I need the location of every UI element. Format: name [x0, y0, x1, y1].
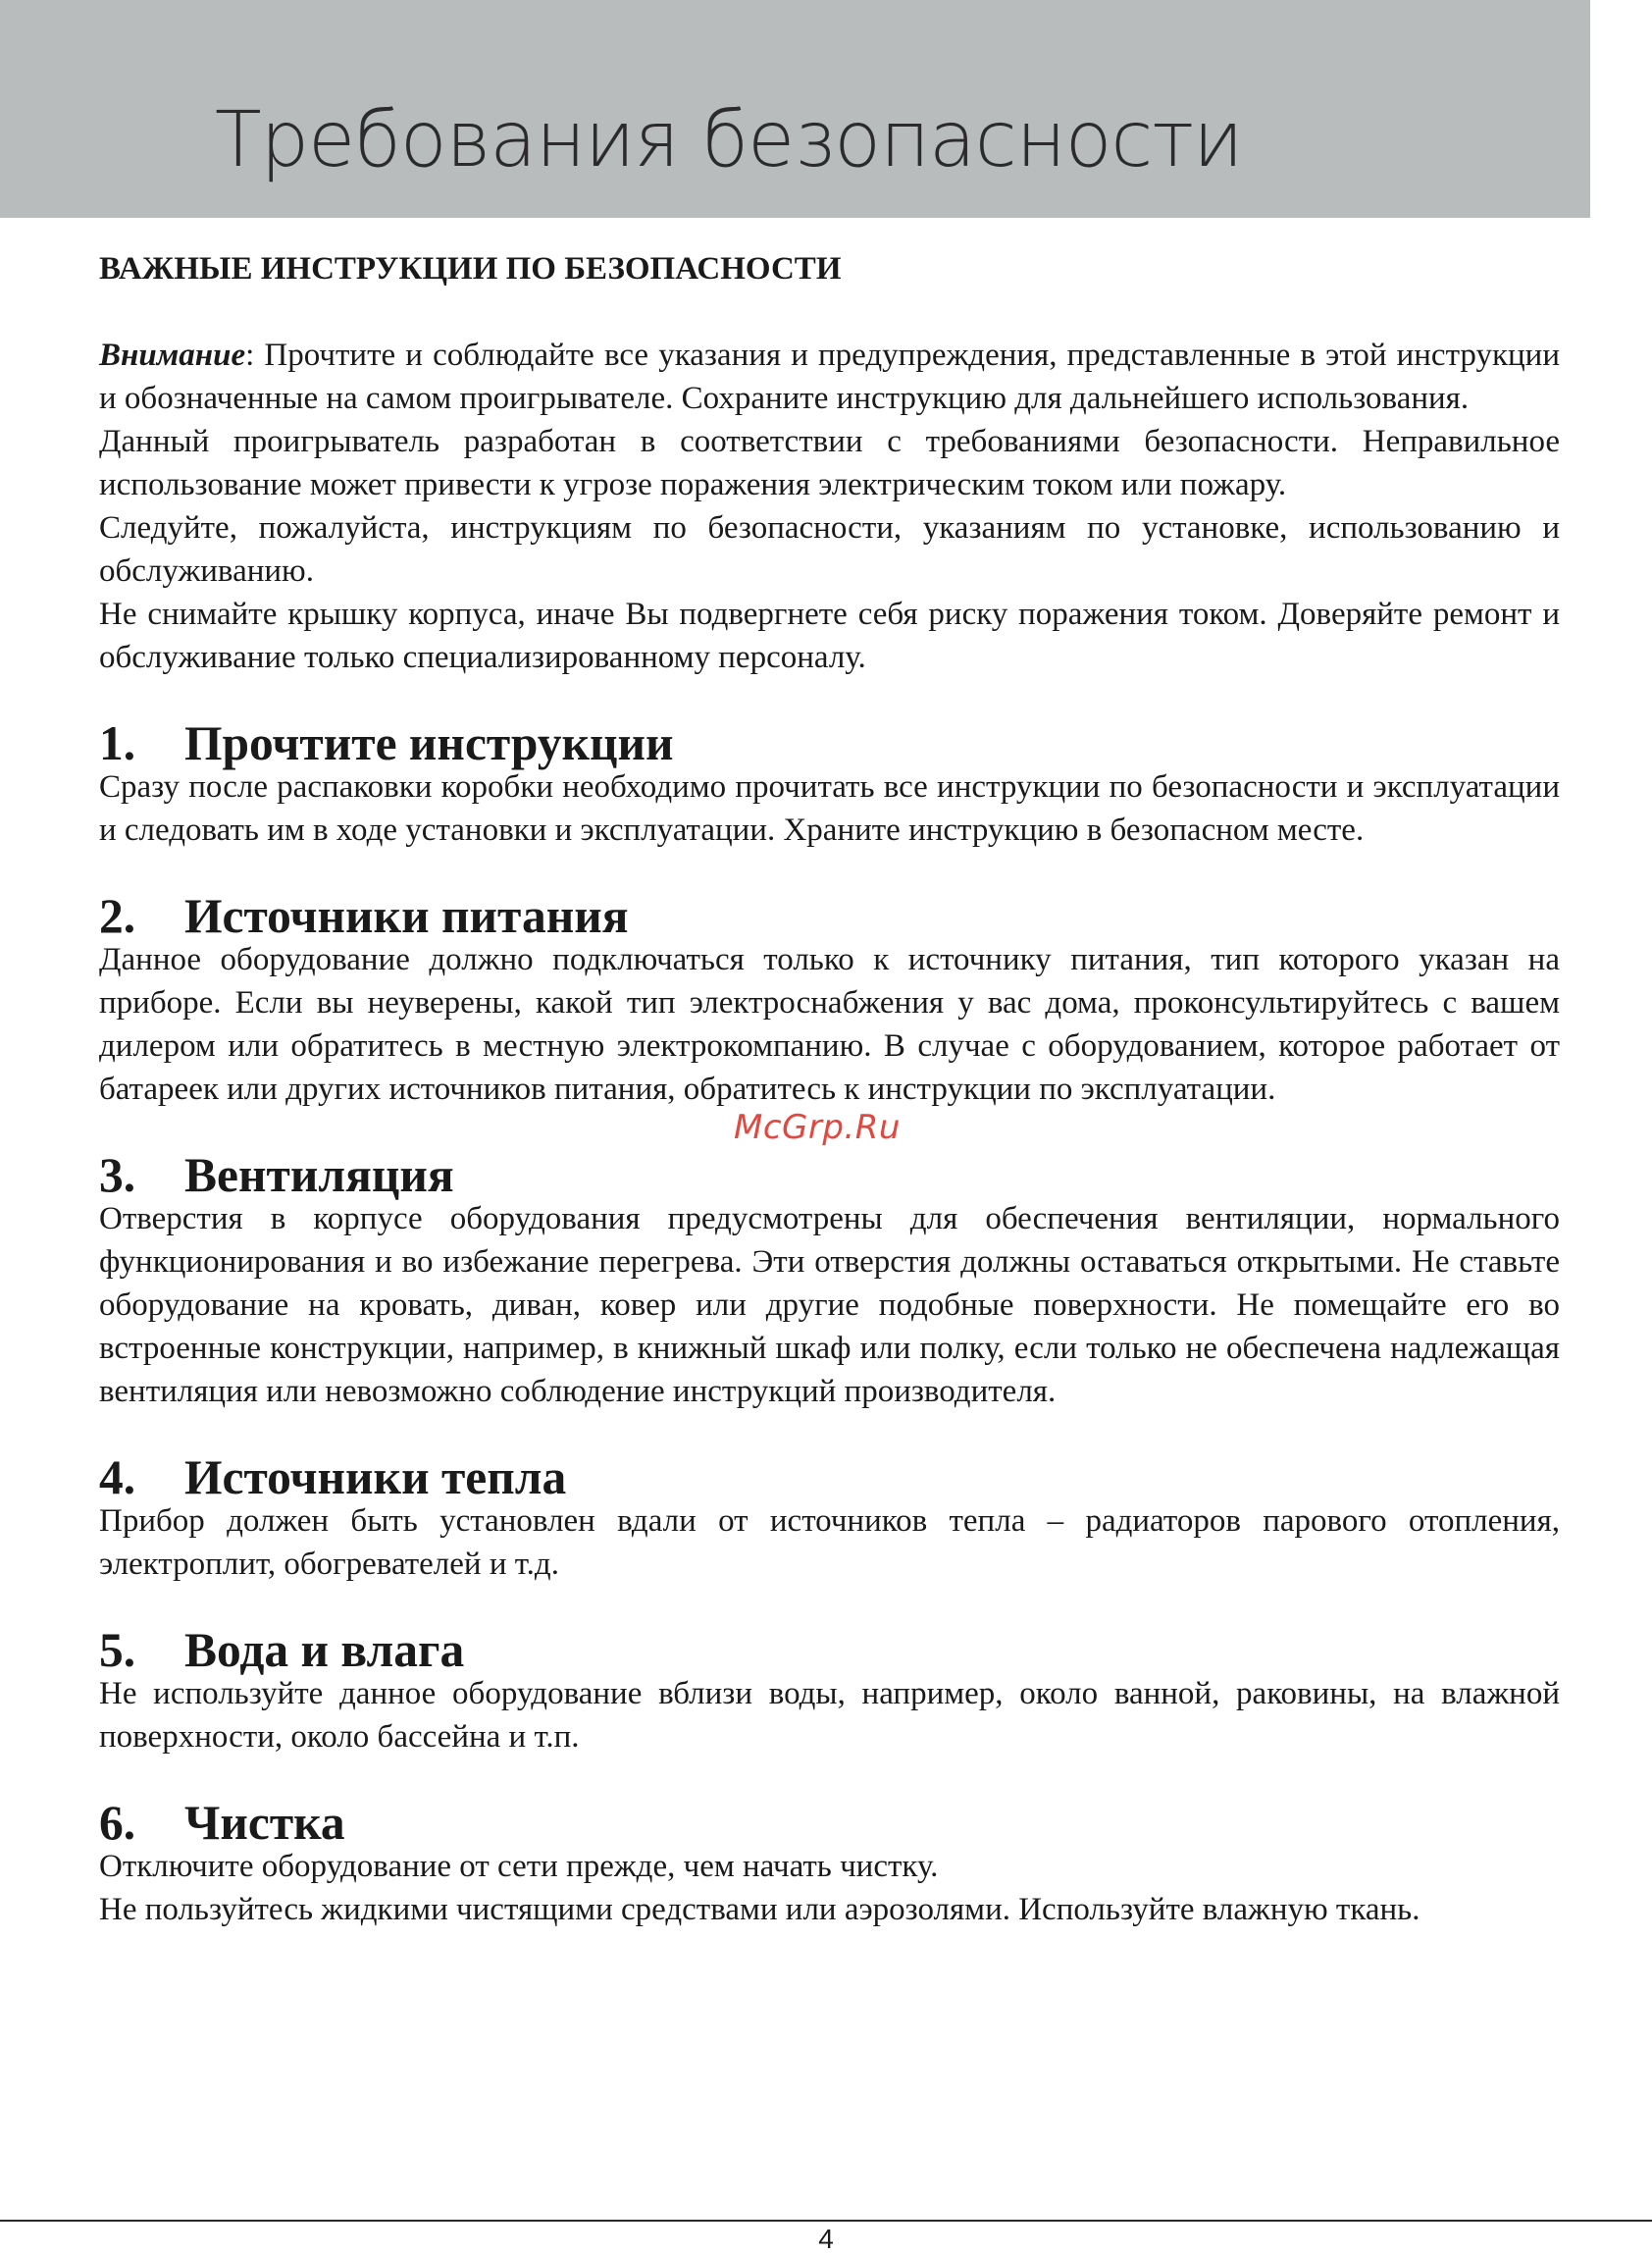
section-ventilation [99, 1148, 1560, 1413]
intro-paragraph: Данный проигрыватель разработан в соответствии с требованиями безопасности. Неправильное использование может привести к угрозе поражения электрическим током или пожару. [99, 424, 1560, 502]
intro-paragraph-attention [99, 334, 1560, 420]
section-title: Источники тепла [184, 1450, 567, 1504]
section-paragraph: Отверстия в корпусе оборудования предусмотрены для обеспечения вентиляции, нормального функционирования и во избежание перегрева. Эти отверстия должны оставаться открытыми. Не ставьте оборудование на кровать, диван, ковер или другие подобные поверхности. Не помещайте его во встроенные конструкции, например, в книжный шкаф или полку, если только не обеспечена надлежащая вентиляция или невозможно соблюдение инструкций производителя. [99, 1201, 1560, 1409]
attention-text: : Прочтите и соблюдайте все указания и предупреждения, представленные в этой инструкции и обозначенные на самом проигрывателе. Сохраните инструкцию для дальнейшего использования. [99, 338, 1560, 416]
watermark: McGrp.Ru [734, 1108, 901, 1147]
section-number: 4. [99, 1450, 136, 1504]
section-number: 2. [99, 889, 136, 943]
section-water-moisture [99, 1623, 1560, 1758]
section-heading [99, 889, 1560, 943]
attention-label: Внимание [99, 338, 246, 373]
intro-paragraph: Не снимайте крышку корпуса, иначе Вы подвергнете себя риску поражения током. Доверяйте ремонт и обслуживание только специализированному персоналу. [99, 597, 1560, 675]
intro-block [99, 334, 1560, 679]
page-title: Требования безопасности [215, 96, 1243, 184]
section-number: 5. [99, 1623, 136, 1677]
section-number: 1. [99, 716, 136, 770]
section-paragraph: Данное оборудование должно подключаться только к источнику питания, тип которого указан на приборе. Если вы неуверены, какой тип электроснабжения у вас дома, проконсультируйтесь с вашем дилером или обратитесь в местную электрокомпанию. В случае с оборудованием, которое работает от батареек или других источников питания, обратитесь к инструкции по эксплуатации. [99, 942, 1560, 1107]
section-heading [99, 1450, 1560, 1504]
section-heat-sources [99, 1450, 1560, 1586]
main-heading: ВАЖНЫЕ ИНСТРУКЦИИ ПО БЕЗОПАСНОСТИ [99, 251, 842, 287]
section-heading [99, 1148, 1560, 1202]
section-paragraph: Не используйте данное оборудование вблизи воды, например, около ванной, раковины, на влажной поверхности, около бассейна и т.п. [99, 1676, 1560, 1755]
section-heading [99, 1796, 1560, 1850]
section-number: 6. [99, 1796, 136, 1850]
page-number: 4 [818, 2224, 834, 2254]
section-power-sources [99, 889, 1560, 1111]
section-title: Чистка [184, 1796, 345, 1850]
section-title: Вода и влага [184, 1623, 465, 1677]
section-read-instructions [99, 716, 1560, 852]
section-title: Прочтите инструкции [184, 716, 674, 770]
document-body [99, 247, 1560, 1931]
section-title: Вентиляция [184, 1148, 454, 1202]
section-cleaning [99, 1796, 1560, 1931]
section-heading [99, 716, 1560, 770]
section-paragraph: Не пользуйтесь жидкими чистящими средствами или аэрозолями. Используйте влажную ткань. [99, 1892, 1420, 1927]
section-paragraph: Прибор должен быть установлен вдали от источников тепла – радиаторов парового отопления, электроплит, обогревателей и т.д. [99, 1503, 1560, 1582]
footer-divider [0, 2220, 1652, 2222]
section-title: Источники питания [184, 889, 629, 943]
section-heading [99, 1623, 1560, 1677]
section-number: 3. [99, 1148, 136, 1202]
intro-paragraph: Следуйте, пожалуйста, инструкциям по безопасности, указаниям по установке, использованию и обслуживанию. [99, 510, 1560, 589]
section-paragraph: Сразу после распаковки коробки необходимо прочитать все инструкции по безопасности и эксплуатации и следовать им в ходе установки и эксплуатации. Храните инструкцию в безопасном месте. [99, 769, 1560, 848]
section-paragraph: Отключите оборудование от сети прежде, чем начать чистку. [99, 1849, 939, 1884]
